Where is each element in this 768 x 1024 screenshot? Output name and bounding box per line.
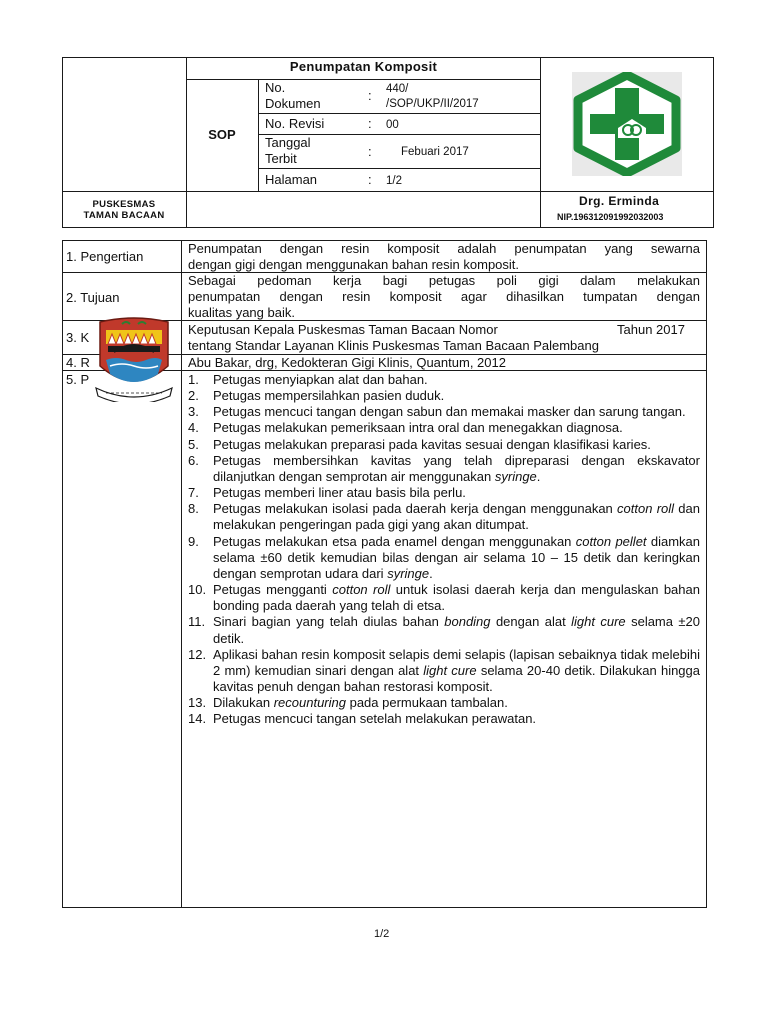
step-text: Petugas melakukan isolasi pada daerah kerja dengan menggunakan: [213, 501, 618, 517]
step-italic-term: light cure: [571, 614, 626, 630]
step-number: 13.: [188, 695, 207, 711]
step-italic-term: cotton roll: [617, 501, 675, 517]
step-text: Dilakukan: [213, 695, 274, 711]
row-label-referensi: 4. R: [66, 355, 90, 370]
prosedur-step: [188, 582, 700, 614]
step-text: Petugas memberi liner atau basis bila perlu.: [213, 485, 466, 501]
date-value: Febuari 2017: [401, 146, 469, 158]
step-italic-term: bonding: [444, 614, 491, 630]
kebijakan-line-1a: Keputusan Kepala Puskesmas Taman Bacaan Nomor: [188, 322, 498, 337]
revision-label: No. Revisi: [265, 116, 325, 131]
doc-no-label: No.: [265, 80, 286, 95]
step-text: Petugas melakukan etsa pada enamel dengan menggunakan: [213, 533, 576, 549]
date-colon: :: [368, 144, 372, 159]
step-number: 3.: [188, 404, 199, 420]
step-number: 4.: [188, 420, 199, 436]
puskesmas-logo-icon: [572, 72, 682, 176]
step-text: Petugas mencuci tangan setelah melakukan perawatan.: [213, 711, 537, 727]
step-number: 14.: [188, 711, 207, 727]
step-text: Petugas melakukan pemeriksaan intra oral dan menegakkan diagnosa.: [213, 420, 623, 436]
step-text: .: [429, 565, 433, 581]
footer-page-number: 1/2: [374, 928, 390, 940]
prosedur-step: [188, 420, 700, 436]
step-text: selama ±20 detik.: [213, 614, 700, 646]
tujuan-line-3: kualitas yang baik.: [188, 305, 295, 321]
step-italic-term: syringe: [494, 468, 537, 484]
step-number: 1.: [188, 372, 199, 387]
step-italic-term: cotton roll: [332, 582, 391, 598]
step-italic-term: cotton pellet: [575, 533, 647, 549]
pengertian-line-1: Penumpatan dengan resin komposit adalah penumpatan yang sewarna: [188, 241, 700, 256]
signer-name: Drg. Erminda: [579, 194, 660, 208]
city-emblem-icon: [92, 316, 176, 402]
prosedur-step: [188, 372, 700, 388]
kebijakan-line-2: tentang Standar Layanan Klinis Puskesmas Taman Bacaan Palembang: [188, 338, 599, 353]
prosedur-step: [188, 485, 700, 501]
step-number: 9.: [188, 533, 199, 549]
step-italic-term: recounturing: [273, 695, 346, 711]
row-label-prosedur: 5. P: [66, 372, 90, 387]
prosedur-step: [188, 437, 700, 453]
row-label-kebijakan: 3. K: [66, 330, 90, 345]
step-text: .: [536, 468, 541, 484]
tujuan-text: [188, 273, 700, 322]
doc-no-label-2: Dokumen: [265, 96, 321, 111]
referensi-text: Abu Bakar, drg, Kedokteran Gigi Klinis, Quantum, 2012: [188, 355, 506, 370]
pengertian-line-2: dengan gigi dengan menggunakan bahan resin komposit.: [188, 257, 520, 273]
revision-value: 00: [386, 119, 399, 131]
step-text: Petugas mencuci tangan dengan sabun dan memakai masker dan sarung tangan.: [213, 404, 686, 420]
step-text: dan melakukan pengeringan pada gigi yang akan ditumpat.: [213, 501, 700, 533]
document-title: Penumpatan Komposit: [289, 59, 438, 74]
prosedur-step: [188, 404, 700, 420]
prosedur-step: [188, 614, 700, 646]
step-number: 6.: [188, 452, 199, 468]
kebijakan-line-1b: Tahun 2017: [617, 322, 685, 337]
pengertian-text: [188, 241, 700, 273]
step-number: 2.: [188, 388, 199, 404]
doc-no-value: 440/: [386, 83, 409, 95]
prosedur-step: [188, 388, 700, 404]
doc-no-colon: :: [368, 88, 372, 103]
org-name-2: TAMAN BACAAN: [83, 210, 165, 221]
step-text: dengan alat: [490, 614, 572, 630]
step-text: Petugas mempersilahkan pasien duduk.: [213, 388, 445, 404]
signer-nip: NIP.196312091992032003: [557, 212, 664, 222]
tujuan-line-1: Sebagai pedoman kerja bagi petugas poli gigi dalam melakukan: [188, 273, 700, 288]
doc-no-value-2: /SOP/UKP/II/2017: [386, 98, 479, 110]
prosedur-step: [188, 453, 700, 485]
prosedur-step: [188, 647, 700, 695]
revision-colon: :: [368, 116, 372, 131]
page-value: 1/2: [386, 175, 402, 187]
prosedur-step: [188, 534, 700, 582]
page-label: Halaman: [265, 172, 318, 187]
step-number: 8.: [188, 501, 199, 517]
step-text: Sinari bagian yang telah diulas bahan: [213, 614, 445, 630]
step-number: 10.: [188, 582, 207, 598]
step-text: Petugas mengganti: [213, 582, 333, 598]
date-label: Tanggal: [265, 135, 311, 150]
prosedur-steps: [188, 372, 700, 727]
step-text: Petugas menyiapkan alat dan bahan.: [213, 372, 428, 387]
step-number: 7.: [188, 485, 199, 501]
step-text: Petugas melakukan preparasi pada kavitas sesuai dengan klasifikasi karies.: [213, 436, 651, 452]
step-number: 11.: [188, 614, 206, 630]
step-text: selama 20-40 detik. Dilakukan hingga kavitas penuh dengan bahan restorasi komposit.: [213, 662, 701, 694]
org-name: PUSKESMAS: [92, 199, 156, 210]
row-label-pengertian: 1. Pengertian: [66, 249, 144, 264]
tujuan-line-2: penumpatan dengan resin komposit agar dihasilkan tumpatan dengan: [188, 289, 700, 305]
step-text: untuk isolasi daerah kerja dan mengulaskan bahan bonding pada daerah yang telah di etsa.: [213, 582, 700, 614]
step-text: pada permukaan tambalan.: [345, 695, 508, 711]
step-text: Aplikasi bahan resin komposit selapis demi selapis (lapisan sebaiknya tidak melebihi 2 mm) kemudian sinari dengan alat: [213, 646, 700, 678]
date-label-2: Terbit: [265, 151, 297, 166]
sop-label: SOP: [208, 127, 236, 142]
step-text: Petugas membersihkan kavitas yang telah dipreparasi dengan ekskavator dilanjutkan dengan semprotan air menggunakan: [213, 452, 700, 484]
step-number: 12.: [188, 646, 207, 662]
step-italic-term: syringe: [387, 565, 430, 581]
step-text: diamkan selama ±60 detik kemudian bilas dengan air selama 10 – 15 detik dan keringkan dengan semprotan udara dari: [213, 533, 700, 581]
prosedur-step: [188, 711, 700, 727]
page-colon: :: [368, 172, 372, 187]
prosedur-step: [188, 695, 700, 711]
row-label-tujuan: 2. Tujuan: [66, 290, 120, 305]
step-number: 5.: [188, 436, 199, 452]
prosedur-step: [188, 501, 700, 533]
step-italic-term: light cure: [423, 662, 477, 678]
